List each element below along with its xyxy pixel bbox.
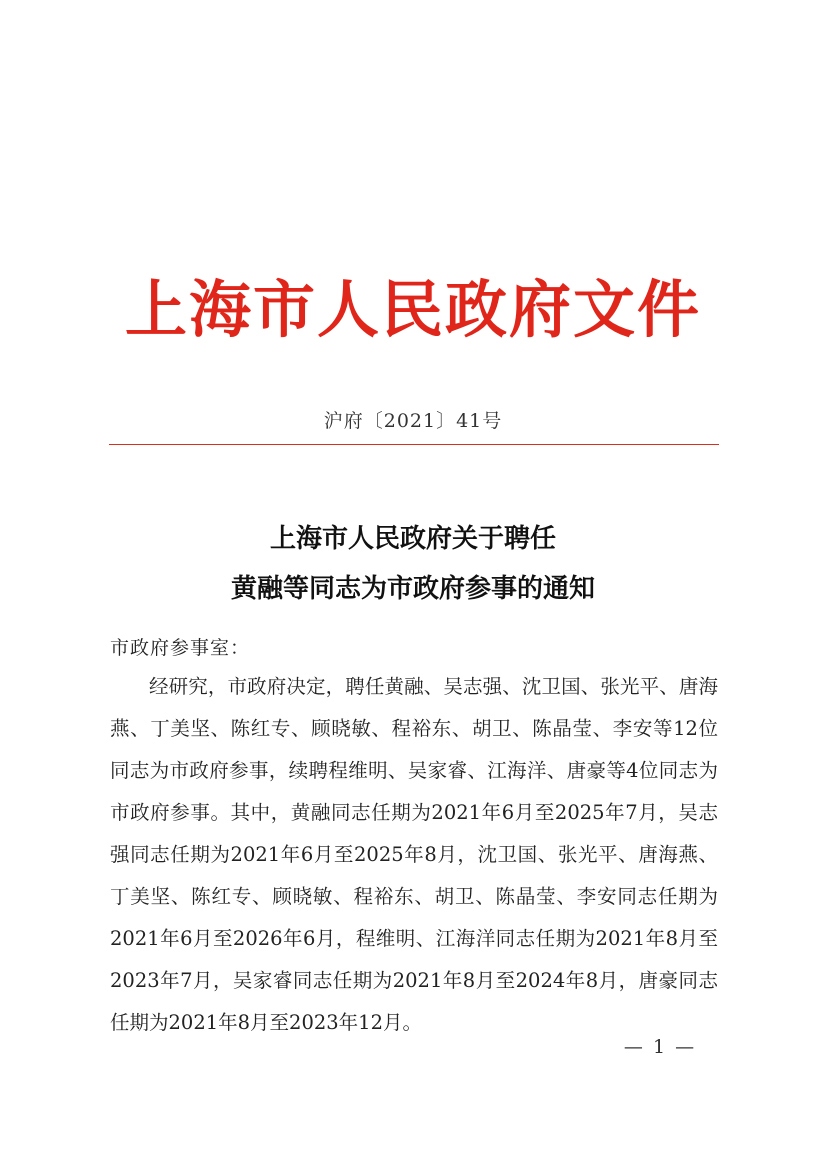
body-paragraph: 经研究，市政府决定，聘任黄融、吴志强、沈卫国、张光平、唐海燕、丁美坚、陈红专、顾晓敏、程裕东、胡卫、陈晶莹、李安等12位同志为市政府参事，续聘程维明、吴家睿、江海洋、唐豪等4位同志为市政府参事。其中，黄融同志任期为2021年6月至2025年7月，吴志强同志任期为2021年6月至2025年8月，沈卫国、张光平、唐海燕、丁美坚、陈红专、顾晓敏、程裕东、胡卫、陈晶莹、李安同志任期为2021年6月至2026年6月，程维明、江海洋同志任期为2021年8月至2023年7月，吴家睿同志任期为2021年8月至2024年8月，唐豪同志任期为2021年8月至2023年12月。 <box>110 675 718 1034</box>
document-title <box>0 514 826 614</box>
document-masthead: 上海市人民政府文件 <box>124 273 701 346</box>
title-line-2: 黄融等同志为市政府参事的通知 <box>230 574 595 604</box>
title-line-1: 上海市人民政府关于聘任 <box>269 524 556 554</box>
page-number: — 1 — <box>623 1036 697 1058</box>
document-number: 沪府〔2021〕41号 <box>323 410 503 432</box>
recipient-line: 市政府参事室： <box>110 637 251 659</box>
red-divider-line <box>109 444 719 445</box>
